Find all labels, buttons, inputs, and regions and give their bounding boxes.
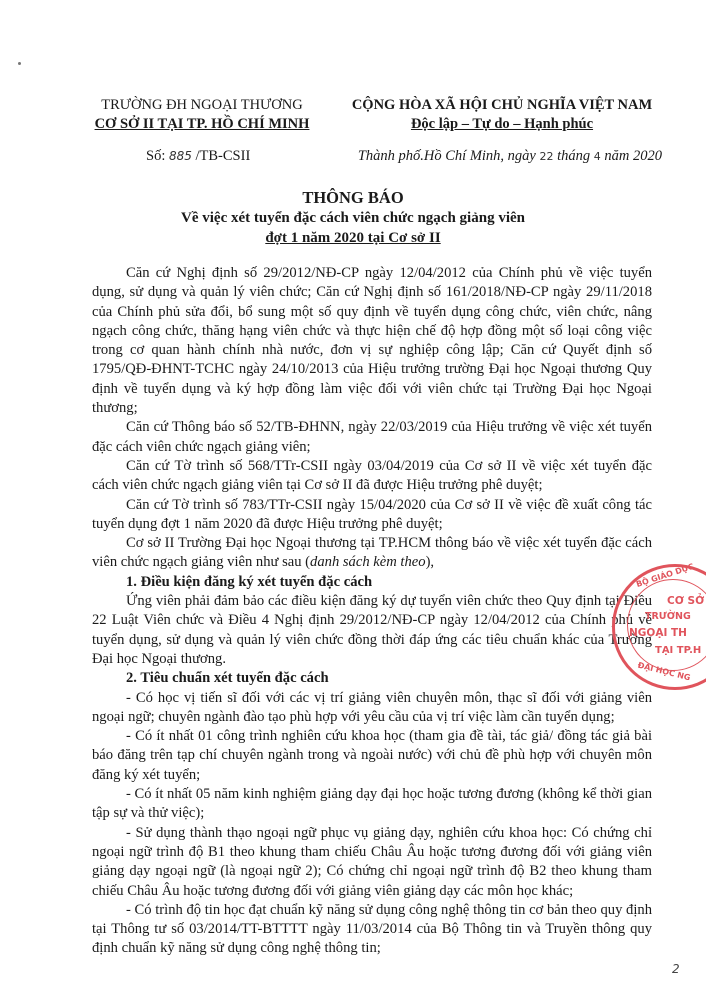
- date-suffix: năm 2020: [600, 148, 662, 164]
- seal-line-4: TẠI TP.H: [655, 645, 702, 656]
- scan-speck: [18, 62, 21, 65]
- title-line-2: Về việc xét tuyển đặc cách viên chức ngạch giảng viên: [181, 210, 525, 226]
- paragraph-4: Căn cứ Tờ trình số 783/TTr-CSII ngày 15/04/2020 của Cơ sở II về việc đề xuất công tác tuyển dụng đợt 1 năm 2020 đã được Hiệu trưởng phê duyệt;: [92, 496, 652, 532]
- national-header: [322, 96, 682, 134]
- nation-name: CỘNG HÒA XÃ HỘI CHỦ NGHĨA VIỆT NAM: [351, 97, 653, 113]
- issuer-block: [92, 96, 312, 134]
- paragraph-3: Căn cứ Tờ trình số 568/TTr-CSII ngày 03/04/2019 của Cơ sở II về việc xét tuyển đặc cách viên chức ngạch giảng viên tại Cơ sở II đã được Hiệu trưởng phê duyệt;: [92, 457, 652, 494]
- seal-inner-ring: [627, 579, 706, 671]
- seal-arc-bottom: ĐẠI HỌC NG: [636, 660, 692, 683]
- criterion-4: - Sử dụng thành thạo ngoại ngữ phục vụ giảng dạy, nghiên cứu khoa học: Có chứng chỉ ngoại ngữ trình độ B1 theo khung tham chiếu Châu Âu hoặc tương đương đối với giảng viên giảng dạy ngoại ngữ (là ngoại ngữ 2); Có chứng chỉ ngoại ngữ trình độ B2 theo khung tham chiếu Châu Âu hoặc tương đương đối với giảng viên giảng dạy các môn học khác;: [92, 824, 652, 899]
- seal-arc-top: BỘ GIÁO DỤC: [635, 561, 695, 590]
- paragraph-2: Căn cứ Thông báo số 52/TB-ĐHNN, ngày 22/03/2019 của Hiệu trưởng về việc xét tuyển đặc cách viên chức ngạch giảng viên;: [92, 419, 652, 455]
- seal-line-2: TRƯỜNG: [645, 611, 691, 622]
- seal-line-3: NGOẠI TH: [629, 627, 687, 639]
- number-handwritten: 885: [168, 149, 192, 163]
- section-1-title: 1. Điều kiện đăng ký xét tuyển đặc cách: [126, 573, 373, 590]
- issuer-line-2: CƠ SỞ II TẠI TP. HỒ CHÍ MINH: [94, 116, 310, 132]
- section-2-title: 2. Tiêu chuẩn xét tuyển đặc cách: [126, 670, 329, 687]
- paragraph-5-end: ),: [425, 554, 435, 571]
- document-number: [146, 148, 250, 165]
- section-1-text: Ứng viên phải đảm bảo các điều kiện đăng ký dự tuyển viên chức theo Quy định tại Điều 22 Luật Viên chức và Điều 4 Nghị định 29/2012/NĐ-CP ngày 12/04/2012 của Chính phủ về tuyển dụng, sử dụng và quản lý viên chức đồng thời đáp ứng các tiêu chuẩn khác của Trường Đại học Ngoại thương.: [92, 593, 652, 667]
- document-body: [92, 264, 652, 959]
- seal-line-1: CƠ SỞ: [667, 595, 705, 607]
- paragraph-5: [92, 534, 652, 573]
- number-prefix: Số:: [146, 148, 169, 164]
- document-date: [322, 148, 662, 165]
- paragraph-5-main: Cơ sở II Trường Đại học Ngoại thương tại TP.HCM thông báo về việc xét tuyển đặc cách viên chức ngạch giảng viên như sau (: [92, 535, 652, 571]
- criterion-1: - Có học vị tiến sĩ đối với các vị trí giảng viên chuyên môn, thạc sĩ đối với giảng viên ngoại ngữ; chuyên ngành đào tạo phù hợp với yêu cầu của vị trí việc làm cần tuyển dụng;: [92, 689, 652, 725]
- page-number: 2: [672, 962, 680, 976]
- date-mid: tháng: [553, 148, 594, 164]
- criterion-5: - Có trình độ tin học đạt chuẩn kỹ năng sử dụng công nghệ thông tin cơ bản theo quy định tại Thông tư số 03/2014/TT-BTTTT ngày 11/03/2014 của Bộ Thông tin và Truyền thông quy định chuẩn kỹ năng sử dụng công nghệ thông tin;: [92, 901, 652, 957]
- paragraph-1: Căn cứ Nghị định số 29/2012/NĐ-CP ngày 12/04/2012 của Chính phủ về việc tuyển dụng, sử dụng và quản lý viên chức; Căn cứ Nghị định số 161/2018/NĐ-CP ngày 29/11/2018 của Chính phủ sửa đổi, bổ sung một số quy định về tuyển dụng công chức, viên chức, nâng ngạch công chức, thăng hạng viên chức và thực hiện chế độ hợp đồng một số loại công việc trong cơ quan hành chính nhà nước, đơn vị sự nghiệp công lập; Căn cứ Quyết định số 1795/QĐ-ĐHNT-TCHC ngày 24/10/2013 của Hiệu trưởng trường Đại học Ngoại thương Quy định về tuyển dụng và ký hợp đồng làm việc đối với viên chức tại Trường Đại học Ngoại thương;: [92, 265, 652, 417]
- criterion-3: - Có ít nhất 05 năm kinh nghiệm giảng dạy đại học hoặc tương đương (không kể thời gian tập sự và thử việc);: [92, 786, 652, 822]
- issuer-line-1: TRƯỜNG ĐH NGOẠI THƯƠNG: [101, 97, 303, 113]
- document-title: [92, 188, 614, 248]
- date-month-handwritten: 4: [593, 150, 601, 163]
- date-prefix: Thành phố.Hồ Chí Minh, ngày: [357, 148, 540, 164]
- national-motto: Độc lập – Tự do – Hạnh phúc: [410, 116, 594, 132]
- title-main: THÔNG BÁO: [302, 188, 404, 207]
- date-day-handwritten: 22: [539, 150, 554, 163]
- number-suffix: /TB-CSII: [191, 148, 251, 164]
- paragraph-5-italic: danh sách kèm theo: [310, 554, 426, 571]
- criterion-2: - Có ít nhất 01 công trình nghiên cứu khoa học (tham gia đề tài, tác giả/ đồng tác giả bài báo đăng trên tạp chí chuyên ngành trong và ngoài nước) với chủ đề phù hợp với chuyên môn đăng ký xét tuyển;: [92, 728, 652, 783]
- title-line-3: đợt 1 năm 2020 tại Cơ sở II: [265, 230, 441, 246]
